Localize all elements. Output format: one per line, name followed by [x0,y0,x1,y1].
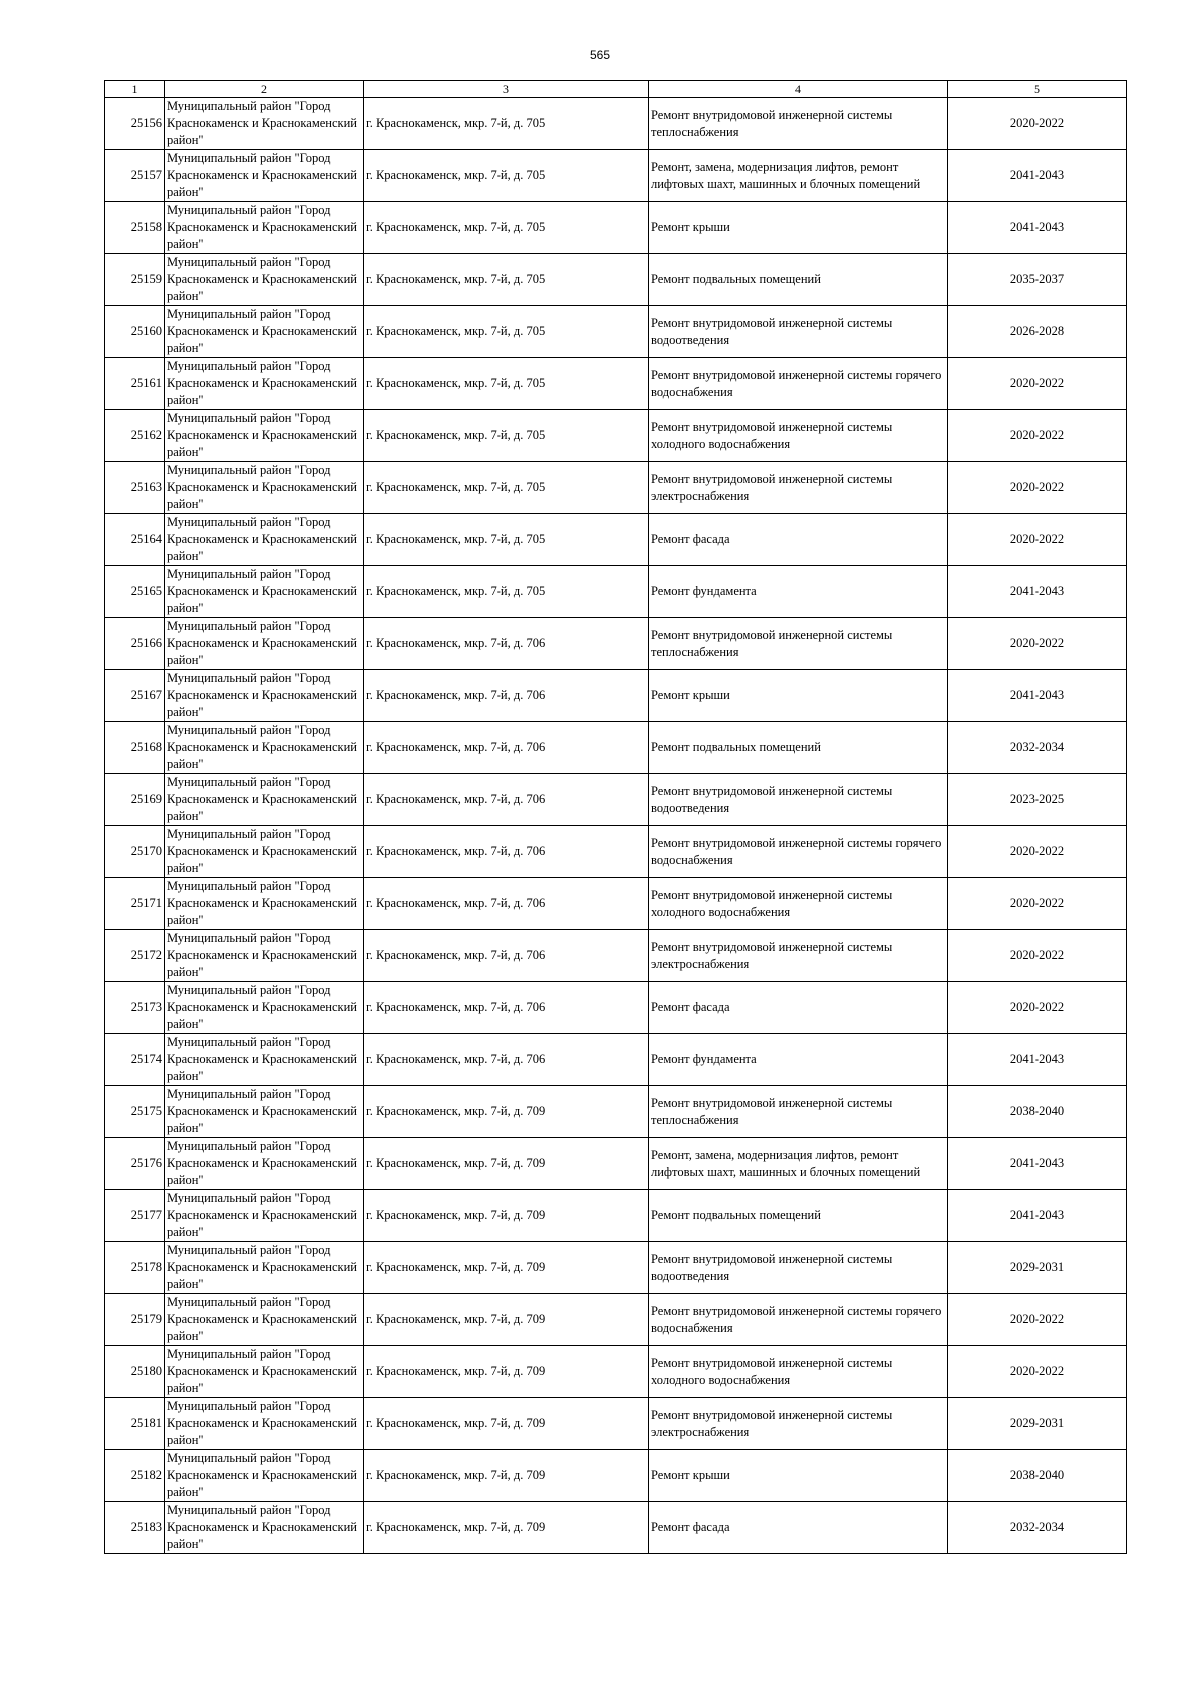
district-cell: Муниципальный район "Город Краснокаменск и Краснокаменский район" [165,930,364,982]
page-number: 565 [589,48,611,62]
work-type-cell: Ремонт внутридомовой инженерной системы теплоснабжения [649,1086,948,1138]
header-row [105,81,1127,98]
district-cell: Муниципальный район "Город Краснокаменск и Краснокаменский район" [165,1190,364,1242]
address-cell: г. Краснокаменск, мкр. 7-й, д. 705 [364,410,649,462]
row-number: 25166 [105,618,165,670]
column-header-4: 4 [649,81,948,98]
period-cell: 2020-2022 [948,878,1127,930]
district-cell: Муниципальный район "Город Краснокаменск и Краснокаменский район" [165,254,364,306]
period-cell: 2020-2022 [948,982,1127,1034]
row-number: 25163 [105,462,165,514]
table-row [105,566,1127,618]
work-type-cell: Ремонт внутридомовой инженерной системы холодного водоснабжения [649,410,948,462]
table-row [105,462,1127,514]
table-row [105,930,1127,982]
work-type-cell: Ремонт внутридомовой инженерной системы горячего водоснабжения [649,358,948,410]
address-cell: г. Краснокаменск, мкр. 7-й, д. 706 [364,826,649,878]
period-cell: 2038-2040 [948,1450,1127,1502]
column-header-3: 3 [364,81,649,98]
table-row [105,1034,1127,1086]
work-type-cell: Ремонт внутридомовой инженерной системы холодного водоснабжения [649,878,948,930]
district-cell: Муниципальный район "Город Краснокаменск и Краснокаменский район" [165,358,364,410]
table-row [105,1242,1127,1294]
table-row [105,774,1127,826]
district-cell: Муниципальный район "Город Краснокаменск и Краснокаменский район" [165,1086,364,1138]
table-row [105,1346,1127,1398]
table-row [105,1086,1127,1138]
address-cell: г. Краснокаменск, мкр. 7-й, д. 709 [364,1242,649,1294]
work-type-cell: Ремонт, замена, модернизация лифтов, ремонт лифтовых шахт, машинных и блочных помещений [649,150,948,202]
table-row [105,826,1127,878]
work-type-cell: Ремонт, замена, модернизация лифтов, ремонт лифтовых шахт, машинных и блочных помещений [649,1138,948,1190]
district-cell: Муниципальный район "Город Краснокаменск и Краснокаменский район" [165,826,364,878]
period-cell: 2041-2043 [948,1138,1127,1190]
row-number: 25182 [105,1450,165,1502]
table-row [105,358,1127,410]
row-number: 25156 [105,98,165,150]
address-cell: г. Краснокаменск, мкр. 7-й, д. 705 [364,566,649,618]
period-cell: 2041-2043 [948,566,1127,618]
row-number: 25160 [105,306,165,358]
work-type-cell: Ремонт внутридомовой инженерной системы теплоснабжения [649,98,948,150]
row-number: 25168 [105,722,165,774]
address-cell: г. Краснокаменск, мкр. 7-й, д. 705 [364,150,649,202]
address-cell: г. Краснокаменск, мкр. 7-й, д. 709 [364,1398,649,1450]
period-cell: 2020-2022 [948,1346,1127,1398]
district-cell: Муниципальный район "Город Краснокаменск и Краснокаменский район" [165,1294,364,1346]
address-cell: г. Краснокаменск, мкр. 7-й, д. 705 [364,254,649,306]
table-row [105,306,1127,358]
address-cell: г. Краснокаменск, мкр. 7-й, д. 709 [364,1294,649,1346]
period-cell: 2020-2022 [948,410,1127,462]
work-type-cell: Ремонт внутридомовой инженерной системы горячего водоснабжения [649,1294,948,1346]
district-cell: Муниципальный район "Город Краснокаменск и Краснокаменский район" [165,774,364,826]
table-body [105,98,1127,1554]
row-number: 25159 [105,254,165,306]
row-number: 25178 [105,1242,165,1294]
address-cell: г. Краснокаменск, мкр. 7-й, д. 709 [364,1502,649,1554]
address-cell: г. Краснокаменск, мкр. 7-й, д. 705 [364,358,649,410]
row-number: 25176 [105,1138,165,1190]
row-number: 25167 [105,670,165,722]
column-header-5: 5 [948,81,1127,98]
table-row [105,670,1127,722]
row-number: 25175 [105,1086,165,1138]
row-number: 25161 [105,358,165,410]
work-type-cell: Ремонт фасада [649,982,948,1034]
column-header-2: 2 [165,81,364,98]
table-row [105,150,1127,202]
address-cell: г. Краснокаменск, мкр. 7-й, д. 709 [364,1190,649,1242]
address-cell: г. Краснокаменск, мкр. 7-й, д. 705 [364,514,649,566]
table-row [105,878,1127,930]
period-cell: 2041-2043 [948,150,1127,202]
work-type-cell: Ремонт крыши [649,202,948,254]
row-number: 25169 [105,774,165,826]
district-cell: Муниципальный район "Город Краснокаменск и Краснокаменский район" [165,1398,364,1450]
row-number: 25179 [105,1294,165,1346]
work-type-cell: Ремонт внутридомовой инженерной системы горячего водоснабжения [649,826,948,878]
district-cell: Муниципальный район "Город Краснокаменск и Краснокаменский район" [165,982,364,1034]
period-cell: 2020-2022 [948,1294,1127,1346]
address-cell: г. Краснокаменск, мкр. 7-й, д. 706 [364,1034,649,1086]
table-row [105,1294,1127,1346]
district-cell: Муниципальный район "Город Краснокаменск и Краснокаменский район" [165,514,364,566]
work-type-cell: Ремонт внутридомовой инженерной системы электроснабжения [649,1398,948,1450]
table-row [105,98,1127,150]
work-type-cell: Ремонт крыши [649,670,948,722]
period-cell: 2029-2031 [948,1242,1127,1294]
district-cell: Муниципальный район "Город Краснокаменск и Краснокаменский район" [165,150,364,202]
period-cell: 2038-2040 [948,1086,1127,1138]
period-cell: 2041-2043 [948,670,1127,722]
district-cell: Муниципальный район "Город Краснокаменск и Краснокаменский район" [165,202,364,254]
capital-repair-table [104,80,1127,1554]
row-number: 25173 [105,982,165,1034]
table-row [105,982,1127,1034]
district-cell: Муниципальный район "Город Краснокаменск и Краснокаменский район" [165,566,364,618]
address-cell: г. Краснокаменск, мкр. 7-й, д. 706 [364,878,649,930]
work-type-cell: Ремонт внутридомовой инженерной системы водоотведения [649,774,948,826]
period-cell: 2020-2022 [948,358,1127,410]
row-number: 25180 [105,1346,165,1398]
address-cell: г. Краснокаменск, мкр. 7-й, д. 709 [364,1086,649,1138]
period-cell: 2020-2022 [948,826,1127,878]
table-row [105,202,1127,254]
work-type-cell: Ремонт крыши [649,1450,948,1502]
address-cell: г. Краснокаменск, мкр. 7-й, д. 705 [364,462,649,514]
district-cell: Муниципальный район "Город Краснокаменск и Краснокаменский район" [165,1034,364,1086]
row-number: 25177 [105,1190,165,1242]
work-type-cell: Ремонт фасада [649,1502,948,1554]
district-cell: Муниципальный район "Город Краснокаменск и Краснокаменский район" [165,1502,364,1554]
district-cell: Муниципальный район "Город Краснокаменск и Краснокаменский район" [165,878,364,930]
work-type-cell: Ремонт фундамента [649,1034,948,1086]
district-cell: Муниципальный район "Город Краснокаменск и Краснокаменский район" [165,462,364,514]
row-number: 25170 [105,826,165,878]
row-number: 25174 [105,1034,165,1086]
address-cell: г. Краснокаменск, мкр. 7-й, д. 706 [364,670,649,722]
address-cell: г. Краснокаменск, мкр. 7-й, д. 706 [364,982,649,1034]
work-type-cell: Ремонт внутридомовой инженерной системы водоотведения [649,1242,948,1294]
district-cell: Муниципальный район "Город Краснокаменск и Краснокаменский район" [165,306,364,358]
period-cell: 2041-2043 [948,1190,1127,1242]
district-cell: Муниципальный район "Город Краснокаменск и Краснокаменский район" [165,98,364,150]
period-cell: 2023-2025 [948,774,1127,826]
district-cell: Муниципальный район "Город Краснокаменск и Краснокаменский район" [165,1242,364,1294]
row-number: 25162 [105,410,165,462]
period-cell: 2020-2022 [948,930,1127,982]
table-row [105,1502,1127,1554]
period-cell: 2020-2022 [948,462,1127,514]
column-header-1: 1 [105,81,165,98]
row-number: 25171 [105,878,165,930]
period-cell: 2041-2043 [948,202,1127,254]
work-type-cell: Ремонт подвальных помещений [649,1190,948,1242]
table-row [105,1398,1127,1450]
table-row [105,618,1127,670]
address-cell: г. Краснокаменск, мкр. 7-й, д. 705 [364,306,649,358]
row-number: 25164 [105,514,165,566]
period-cell: 2026-2028 [948,306,1127,358]
table-row [105,410,1127,462]
work-type-cell: Ремонт внутридомовой инженерной системы холодного водоснабжения [649,1346,948,1398]
district-cell: Муниципальный район "Город Краснокаменск и Краснокаменский район" [165,670,364,722]
address-cell: г. Краснокаменск, мкр. 7-й, д. 706 [364,618,649,670]
address-cell: г. Краснокаменск, мкр. 7-й, д. 709 [364,1450,649,1502]
work-type-cell: Ремонт внутридомовой инженерной системы теплоснабжения [649,618,948,670]
work-type-cell: Ремонт фундамента [649,566,948,618]
table-row [105,722,1127,774]
row-number: 25172 [105,930,165,982]
period-cell: 2020-2022 [948,98,1127,150]
address-cell: г. Краснокаменск, мкр. 7-й, д. 705 [364,98,649,150]
table-row [105,254,1127,306]
work-type-cell: Ремонт фасада [649,514,948,566]
period-cell: 2041-2043 [948,1034,1127,1086]
address-cell: г. Краснокаменск, мкр. 7-й, д. 705 [364,202,649,254]
period-cell: 2029-2031 [948,1398,1127,1450]
period-cell: 2035-2037 [948,254,1127,306]
row-number: 25183 [105,1502,165,1554]
row-number: 25165 [105,566,165,618]
row-number: 25181 [105,1398,165,1450]
district-cell: Муниципальный район "Город Краснокаменск и Краснокаменский район" [165,1450,364,1502]
district-cell: Муниципальный район "Город Краснокаменск и Краснокаменский район" [165,618,364,670]
period-cell: 2032-2034 [948,1502,1127,1554]
table-row [105,1190,1127,1242]
table-row [105,514,1127,566]
address-cell: г. Краснокаменск, мкр. 7-й, д. 706 [364,774,649,826]
district-cell: Муниципальный район "Город Краснокаменск и Краснокаменский район" [165,722,364,774]
row-number: 25157 [105,150,165,202]
district-cell: Муниципальный район "Город Краснокаменск и Краснокаменский район" [165,1138,364,1190]
work-type-cell: Ремонт внутридомовой инженерной системы водоотведения [649,306,948,358]
row-number: 25158 [105,202,165,254]
work-type-cell: Ремонт внутридомовой инженерной системы электроснабжения [649,462,948,514]
district-cell: Муниципальный район "Город Краснокаменск и Краснокаменский район" [165,1346,364,1398]
address-cell: г. Краснокаменск, мкр. 7-й, д. 706 [364,722,649,774]
address-cell: г. Краснокаменск, мкр. 7-й, д. 709 [364,1138,649,1190]
work-type-cell: Ремонт внутридомовой инженерной системы электроснабжения [649,930,948,982]
table-row [105,1138,1127,1190]
work-type-cell: Ремонт подвальных помещений [649,254,948,306]
table-row [105,1450,1127,1502]
address-cell: г. Краснокаменск, мкр. 7-й, д. 709 [364,1346,649,1398]
address-cell: г. Краснокаменск, мкр. 7-й, д. 706 [364,930,649,982]
period-cell: 2020-2022 [948,618,1127,670]
period-cell: 2020-2022 [948,514,1127,566]
district-cell: Муниципальный район "Город Краснокаменск и Краснокаменский район" [165,410,364,462]
period-cell: 2032-2034 [948,722,1127,774]
work-type-cell: Ремонт подвальных помещений [649,722,948,774]
